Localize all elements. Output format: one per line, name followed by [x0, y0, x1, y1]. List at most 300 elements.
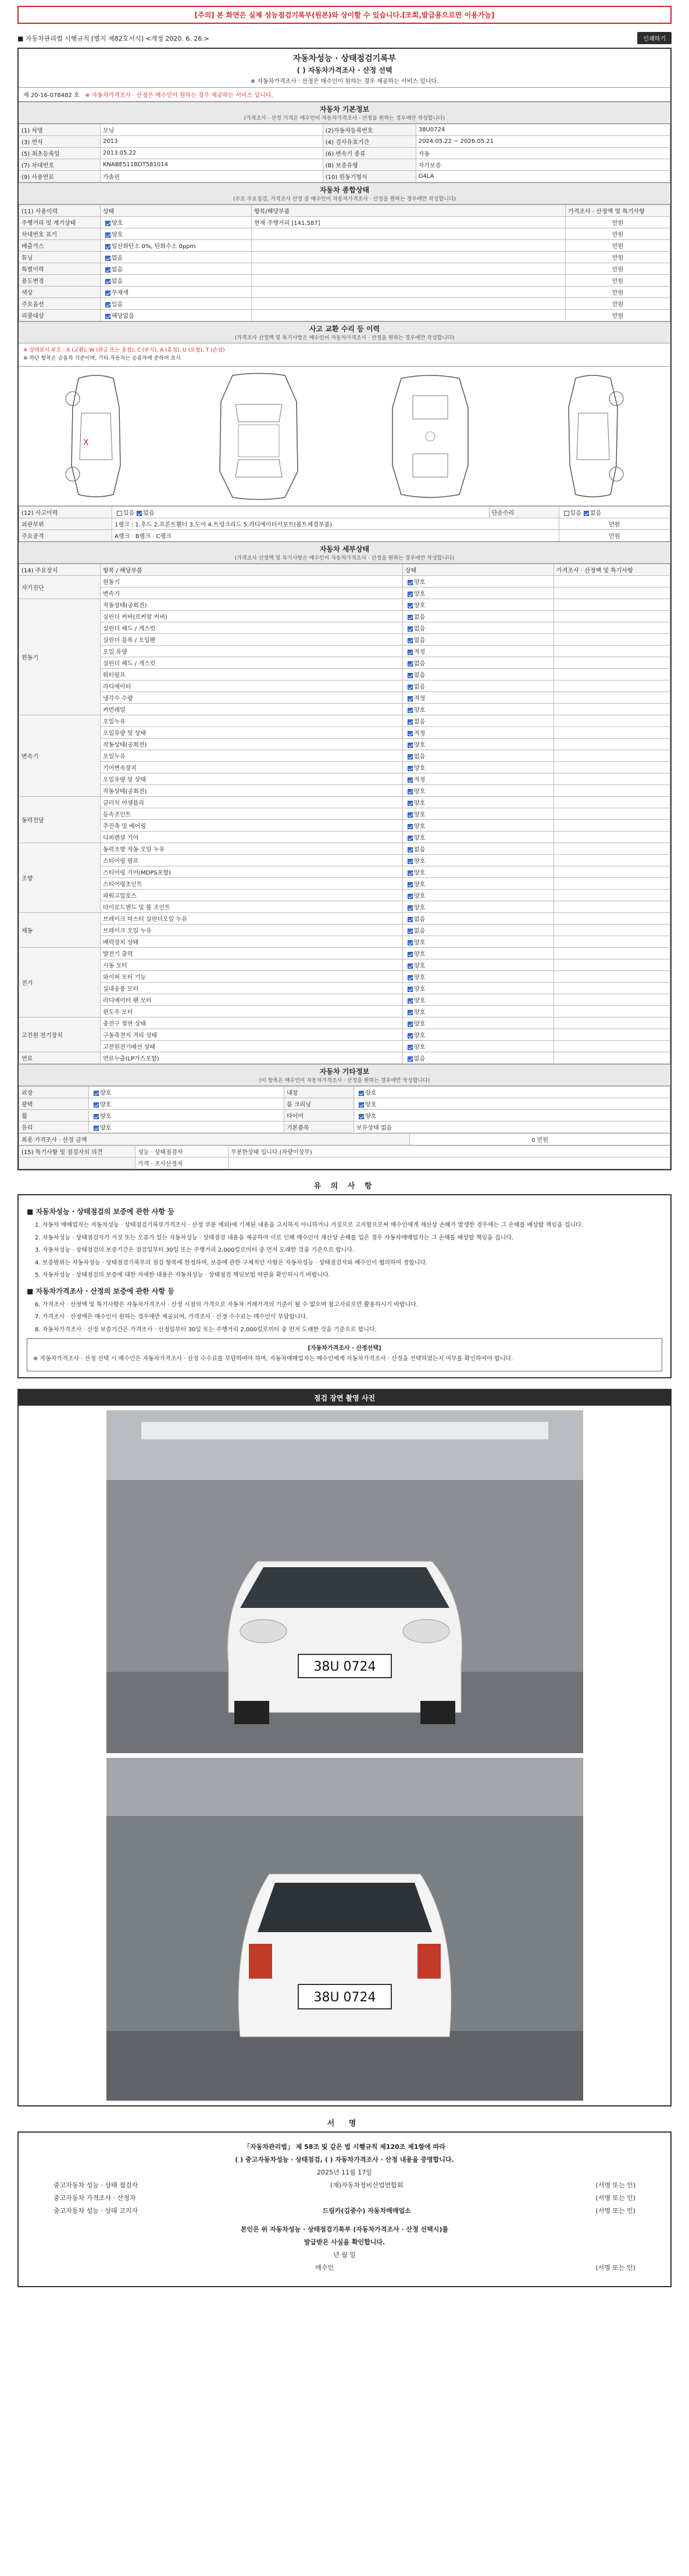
- basic-row: [19, 171, 670, 182]
- detail-item-name: 기어변속장치: [101, 762, 403, 773]
- detail-item-name: 오일유량 및 상태: [101, 727, 403, 739]
- checkbox-checked-icon: [408, 847, 413, 852]
- detail-item-price: [554, 843, 670, 855]
- note-item: 7. 가격조사 · 산정액은 매수인이 원하는 경우에만 제공되며, 가격조사 · 산정 수수료는 매수인이 부담합니다.: [35, 1314, 308, 1320]
- detail-item-name: 구동축전지 격리 상태: [101, 1029, 403, 1041]
- history-row: [19, 252, 670, 263]
- detail-row: [19, 1017, 670, 1029]
- detail-item-name: 실린더 블록 / 오일팬: [101, 634, 403, 646]
- detail-row: [19, 936, 670, 948]
- history-price: 만원: [566, 263, 670, 275]
- checkbox-checked-icon: [408, 673, 413, 678]
- detail-item-state: 양호: [414, 870, 426, 876]
- detail-item-state: 양호: [414, 591, 426, 597]
- detail-item-state-cell: [403, 646, 554, 657]
- extra-head-sub: (이 항목은 매수인이 자동차가격조사 · 산정을 원하는 경우에만 작성합니다): [259, 1078, 430, 1084]
- basic-value: 2024.05.22 ~ 2026.05.21: [416, 136, 670, 148]
- accident-table: [19, 506, 670, 542]
- detail-item-state: 양호: [414, 1033, 426, 1039]
- detail-section-head: [19, 542, 670, 564]
- frame-legend-line2: ※ 하단 항목은 승용차 기준이며, 기타 자동차는 승용차에 준하여 표시: [23, 355, 181, 361]
- detail-item-state-cell: [403, 855, 554, 866]
- frame-section-head: [19, 321, 670, 343]
- detail-row: [19, 715, 670, 727]
- detail-row: [19, 750, 670, 762]
- basic-section-head: [19, 102, 670, 124]
- checkbox-checked-icon: [105, 302, 110, 307]
- detail-item-name: 원동기: [101, 576, 403, 587]
- total-table: [19, 1133, 670, 1145]
- detail-group-name: 조향: [19, 843, 101, 913]
- detail-item-price: [554, 1052, 670, 1064]
- detail-item-state-cell: [403, 1029, 554, 1041]
- detail-item-state-cell: [403, 959, 554, 971]
- checkbox-checked-icon: [105, 221, 110, 226]
- detail-row: [19, 959, 670, 971]
- detail-row: [19, 773, 670, 785]
- detail-item-price: [554, 739, 670, 750]
- dealer-sign: (서명 또는 인): [595, 2207, 636, 2215]
- detail-item-state: 양호: [414, 905, 426, 911]
- detail-item-name: 라디에이터: [101, 680, 403, 692]
- detail-row: [19, 1041, 670, 1052]
- basic-value: 자동: [416, 148, 670, 159]
- accident-label: (12) 사고이력: [19, 507, 112, 518]
- history-state: 없음: [112, 255, 123, 261]
- detail-column-header: (14) 주요장치: [19, 564, 101, 576]
- total-label: 최종 가격조사 · 산정 금액: [19, 1134, 410, 1145]
- car-diagrams: [19, 367, 670, 506]
- detail-item-name: 와이퍼 모터 기능: [101, 971, 403, 983]
- basic-value: 자가보증: [416, 159, 670, 171]
- extra-row: [19, 1098, 670, 1110]
- front-photo: [106, 1410, 583, 1753]
- history-label: 색상: [19, 286, 101, 298]
- detail-group-name: 자기진단: [19, 576, 101, 599]
- detail-item-state: 적정: [414, 649, 426, 655]
- detail-item-state: 적정: [414, 730, 426, 737]
- inspector-table: [19, 1145, 670, 1169]
- history-detail: 현재 주행거리 [141,587]: [252, 217, 566, 228]
- law-reference: ■ 자동차관리법 시행규칙 [별지 제82호서식] <개정 2020. 6. 26.>: [17, 34, 210, 42]
- detail-item-price: [554, 634, 670, 646]
- checkbox-checked-icon: [408, 917, 413, 922]
- inspector-role: 가격 · 조사산정자: [135, 1158, 229, 1169]
- detail-item-state-cell: [403, 890, 554, 901]
- signature-inspector-row: [53, 2179, 636, 2192]
- detail-head: 자동차 세부상태: [319, 545, 370, 553]
- detail-item-price: [554, 855, 670, 866]
- checkbox-checked-icon: [408, 626, 413, 632]
- detail-item-state-cell: [403, 913, 554, 925]
- doc-number: 제 20-16-078482 호: [23, 92, 80, 99]
- doc-subtitle: ( ) 자동차가격조사 · 산정 선택: [297, 66, 392, 74]
- checkbox-checked-icon: [408, 1033, 413, 1038]
- extra-value-cell: [89, 1098, 284, 1110]
- checkbox-checked-icon: [105, 279, 110, 284]
- detail-row: [19, 622, 670, 634]
- checkbox-checked-icon: [408, 801, 413, 806]
- basic-label: (3) 연식: [19, 136, 101, 148]
- detail-item-state: 양호: [414, 812, 426, 818]
- photo-title: 점검 장면 촬영 사진: [19, 1390, 670, 1406]
- notes-sec2-title: ■ 자동차가격조사 · 산정의 보증에 관한 사항 등: [27, 1287, 174, 1295]
- detail-item-price: [554, 576, 670, 587]
- checkbox-checked-icon: [408, 1045, 413, 1050]
- extra-value-cell: [89, 1110, 284, 1122]
- inspector-opinion: [229, 1158, 670, 1169]
- detail-item-state: 없음: [414, 754, 426, 760]
- history-state: 무채색: [112, 290, 128, 296]
- inspector-row: [19, 1158, 670, 1169]
- checkbox-checked-icon: [408, 778, 413, 783]
- basic-head-sub: (가격조사 · 산정 가격은 매수인이 자동차가격조사 · 산정을 원하는 경우에만 작성합니다): [244, 116, 445, 121]
- detail-item-state: 없음: [414, 928, 426, 934]
- price-label: 중고자동차 가격조사 · 산정자: [53, 2194, 136, 2202]
- basic-row: [19, 124, 670, 136]
- checkbox-checked-icon: [408, 719, 413, 725]
- detail-item-state: 양호: [414, 823, 426, 830]
- extra-value: 양호: [100, 1102, 112, 1108]
- detail-item-name: 실린더 헤드 / 개스킷: [101, 622, 403, 634]
- checkbox-checked-icon: [359, 1091, 364, 1096]
- signature-buyer-row: [53, 2262, 636, 2274]
- history-state-cell: [101, 298, 252, 310]
- history-state-cell: [101, 252, 252, 263]
- detail-item-state-cell: [403, 832, 554, 843]
- print-button[interactable]: 인쇄하기: [637, 32, 672, 44]
- detail-item-name: 충전구 절연 상태: [101, 1017, 403, 1029]
- detail-table: [19, 564, 670, 1064]
- basic-row: [19, 159, 670, 171]
- history-section-head: [19, 182, 670, 205]
- history-table: [19, 205, 670, 321]
- basic-row: [19, 148, 670, 159]
- detail-group-name: 전기: [19, 948, 101, 1017]
- detail-item-state: 양호: [414, 858, 426, 865]
- doc-number-row: [19, 88, 670, 102]
- checkbox-checked-icon: [408, 882, 413, 887]
- extra-value-cell: [354, 1110, 670, 1122]
- checkbox-checked-icon: [408, 905, 413, 911]
- detail-item-state: 양호: [414, 998, 426, 1004]
- detail-row: [19, 808, 670, 820]
- detail-row: [19, 704, 670, 715]
- detail-row: [19, 1029, 670, 1041]
- notes-sec2-list: [27, 1300, 662, 1335]
- detail-item-price: [554, 599, 670, 611]
- detail-item-price: [554, 925, 670, 936]
- detail-item-state-cell: [403, 704, 554, 715]
- note-item: 2. 자동차성능 · 상태점검자가 거짓 또는 오류가 있는 자동차성능 · 상태점검 내용을 제공하여 이로 인해 매수인이 재산상 손해를 입은 경우 자동차매매업자는 그 손해를 배상할 책임을 집니다.: [35, 1234, 514, 1241]
- doc-title: 자동차성능 · 상태점검기록부: [292, 54, 397, 63]
- history-price: 만원: [566, 252, 670, 263]
- detail-item-state: 양호: [414, 835, 426, 841]
- detail-item-state: 양호: [414, 789, 426, 795]
- detail-item-state-cell: [403, 727, 554, 739]
- detail-item-price: [554, 901, 670, 913]
- history-state: 양호: [112, 232, 123, 238]
- basic-label: (9) 사용연료: [19, 171, 101, 182]
- history-detail: [252, 228, 566, 240]
- basic-value: 38U0724: [416, 124, 670, 136]
- extra-tools-value: 보유상태 없음: [354, 1122, 670, 1133]
- detail-item-state-cell: [403, 611, 554, 622]
- inspector-role: 성능 · 상태점검자: [135, 1146, 229, 1158]
- inspector-value: (재)자동차정비산업연합회: [330, 2181, 404, 2189]
- extra-section-head: [19, 1064, 670, 1086]
- buyer-sign: (서명 또는 인): [595, 2264, 636, 2272]
- detail-item-price: [554, 1029, 670, 1041]
- detail-item-state: 양호: [414, 974, 426, 981]
- inspector-label: [19, 1158, 135, 1169]
- accident-value: 없음: [143, 510, 155, 517]
- history-price: 만원: [566, 298, 670, 310]
- detail-item-name: 라디에이터 팬 모터: [101, 994, 403, 1006]
- frame-legend-line1: ※ 상태표시 부호 : X (교환), W (판금 또는 용접), C (부식), A (흠집), U (요철), T (손상): [23, 347, 225, 353]
- detail-item-state: 양호: [414, 1009, 426, 1016]
- checkbox-checked-icon: [408, 1010, 413, 1015]
- structure-label: 주요골격: [19, 530, 112, 542]
- detail-row: [19, 878, 670, 890]
- history-label: 특별이력: [19, 263, 101, 275]
- history-state-cell: [101, 205, 252, 217]
- detail-item-name: 작동상태(공회전): [101, 599, 403, 611]
- detail-item-price: [554, 622, 670, 634]
- detail-row: [19, 797, 670, 808]
- checkbox-checked-icon: [94, 1114, 99, 1119]
- basic-value: 2013: [101, 136, 323, 148]
- detail-item-name: 변속기: [101, 587, 403, 599]
- structure-price-unit: 만원: [559, 530, 670, 542]
- detail-row: [19, 739, 670, 750]
- detail-item-price: [554, 646, 670, 657]
- outer-panel-items: 1.후드 2.프론트휀더 3.도어 4.트렁크리드 5.라디에이터서포트(볼트체결부품): [135, 522, 333, 528]
- detail-item-state-cell: [403, 680, 554, 692]
- checkbox-checked-icon: [408, 580, 413, 585]
- notes-sec1-list: [27, 1220, 662, 1281]
- detail-row: [19, 890, 670, 901]
- detail-item-state-cell: [403, 1041, 554, 1052]
- checkbox-checked-icon: [105, 291, 110, 296]
- extra-row: [19, 1110, 670, 1122]
- extra-row: [19, 1122, 670, 1133]
- history-price: 만원: [566, 240, 670, 252]
- history-state-cell: [101, 310, 252, 321]
- frame-head: 사고 교환 수리 등 이력: [309, 325, 380, 333]
- car-side-left-diagram: [55, 372, 137, 500]
- history-detail: [252, 275, 566, 286]
- frame-legend: [19, 343, 670, 367]
- detail-item-name: 브레이크 마스터 실린더오일 누유: [101, 913, 403, 925]
- history-head: 자동차 종합상태: [319, 186, 370, 194]
- extra-table: [19, 1086, 670, 1133]
- detail-row: [19, 820, 670, 832]
- detail-item-state-cell: [403, 866, 554, 878]
- detail-item-state: 양호: [414, 1021, 426, 1027]
- detail-item-state-cell: [403, 657, 554, 669]
- history-row: [19, 240, 670, 252]
- history-label: 차대번호 표기: [19, 228, 101, 240]
- detail-item-state: 없음: [414, 637, 426, 644]
- checkbox-checked-icon: [408, 870, 413, 876]
- checkbox-checked-icon: [408, 754, 413, 759]
- detail-item-state-cell: [403, 843, 554, 855]
- outer-panel-price-unit: 만원: [559, 518, 670, 530]
- car-front-diagram: [381, 372, 480, 500]
- detail-item-name: 실린더 헤드 / 개스킷: [101, 657, 403, 669]
- extra-value-cell: [89, 1122, 284, 1133]
- checkbox-checked-icon: [359, 1114, 364, 1119]
- detail-item-state: 양호: [414, 893, 426, 900]
- detail-item-name: 스티어링 기어(MDPS포함): [101, 866, 403, 878]
- detail-item-state-cell: [403, 669, 554, 680]
- history-state-cell: [101, 263, 252, 275]
- detail-item-name: 고전원전기배선 상태: [101, 1041, 403, 1052]
- checkbox-checked-icon: [408, 615, 413, 620]
- checkbox-checked-icon: [408, 731, 413, 736]
- detail-header-row: [19, 564, 670, 576]
- basic-label: (2)자동차등록번호: [323, 124, 416, 136]
- extra-value: 양호: [100, 1125, 112, 1131]
- history-state-cell: [101, 217, 252, 228]
- detail-item-state-cell: [403, 925, 554, 936]
- checkbox-checked-icon: [408, 824, 413, 829]
- signature-dealer-row: [53, 2205, 636, 2217]
- price-selection-title: [자동차가격조사 · 산정선택]: [308, 1345, 381, 1352]
- notes-head: 유 의 사 항: [313, 1182, 376, 1191]
- checkbox-checked-icon: [408, 963, 413, 969]
- note-item: 1. 자동차 매매업자는 자동차성능 · 상태점검기록부가격조사 · 산정 부분 제외)에 기재된 내용을 고지하지 아니하거나 거짓으로 고지함으로써 매수인에게 재산상 손해가 발생한 경우에는 그 손해를 배상할 책임을 집니다.: [35, 1222, 583, 1228]
- detail-item-state: 없음: [414, 672, 426, 679]
- extra-label: 외장: [19, 1087, 89, 1098]
- checkbox-checked-icon: [408, 975, 413, 980]
- history-row: [19, 263, 670, 275]
- detail-row: [19, 657, 670, 669]
- history-row: [19, 286, 670, 298]
- detail-item-state-cell: [403, 994, 554, 1006]
- signature-head: 서 명: [327, 2119, 362, 2128]
- detail-item-state: 양호: [414, 603, 426, 609]
- basic-value: KNABE511BDT581014: [101, 159, 323, 171]
- detail-item-state-cell: [403, 901, 554, 913]
- front-plate-text: 38U 0724: [313, 1660, 376, 1674]
- detail-item-state-cell: [403, 820, 554, 832]
- detail-item-state-cell: [403, 715, 554, 727]
- detail-row: [19, 669, 670, 680]
- basic-value: 가솔린: [101, 171, 323, 182]
- front-car-photo: [106, 1410, 583, 1753]
- detail-row: [19, 901, 670, 913]
- detail-row: [19, 983, 670, 994]
- doc-note: ※ 자동차가격조사 · 산정은 매수인이 원하는 경우 제공하는 서비스 입니다.: [250, 78, 439, 85]
- history-detail: [252, 298, 566, 310]
- history-state: 상태: [103, 209, 115, 215]
- detail-group-name: 원동기: [19, 599, 101, 715]
- detail-group-name: 제동: [19, 913, 101, 948]
- detail-column-header: 항목 / 해당부품: [101, 564, 403, 576]
- detail-row: [19, 971, 670, 983]
- notes-box: [17, 1194, 672, 1378]
- detail-item-price: [554, 657, 670, 669]
- checkbox-checked-icon: [94, 1126, 99, 1131]
- detail-item-state-cell: [403, 750, 554, 762]
- extra-value-cell: [89, 1087, 284, 1098]
- history-label: 용도변경: [19, 275, 101, 286]
- checkbox-checked-icon: [408, 789, 413, 794]
- history-row: [19, 275, 670, 286]
- history-state-cell: [101, 275, 252, 286]
- detail-item-state-cell: [403, 634, 554, 646]
- signature-footer: 본인은 위 자동차성능 · 상태점검기록부 (자동차가격조사 · 산정 선택시)를: [240, 2226, 449, 2233]
- history-label: (11) 사용이력: [19, 205, 101, 217]
- detail-item-name: 시동 모터: [101, 959, 403, 971]
- detail-item-price: [554, 692, 670, 704]
- history-state: 일산화탄소 0%, 탄화수소 0ppm: [112, 243, 196, 250]
- detail-item-state-cell: [403, 808, 554, 820]
- history-state: 양호: [112, 220, 123, 227]
- detail-item-name: 배력장치 상태: [101, 936, 403, 948]
- history-label: 주행거리 및 계기상태: [19, 217, 101, 228]
- notes-sec1-title: ■ 자동차성능 · 상태점검의 보증에 관한 사항 등: [27, 1208, 174, 1216]
- detail-item-price: [554, 727, 670, 739]
- detail-item-price: [554, 948, 670, 959]
- history-row: [19, 298, 670, 310]
- detail-row: [19, 785, 670, 797]
- detail-item-state-cell: [403, 622, 554, 634]
- price-selection-box: [27, 1338, 662, 1371]
- basic-label: (8) 보증유형: [323, 159, 416, 171]
- history-row: [19, 310, 670, 321]
- detail-item-state: 양호: [414, 951, 426, 958]
- detail-item-state: 양호: [414, 765, 426, 772]
- extra-value-cell: [354, 1087, 670, 1098]
- checkbox-checked-icon: [105, 314, 110, 319]
- detail-row: [19, 925, 670, 936]
- history-price: 만원: [566, 286, 670, 298]
- detail-item-price: [554, 1041, 670, 1052]
- detail-item-name: 클러치 어셈블리: [101, 797, 403, 808]
- detail-item-name: 등속조인트: [101, 808, 403, 820]
- rear-photo: [106, 1758, 583, 2101]
- extra-value: 양호: [100, 1113, 112, 1120]
- signature-law-text: 「자동차관리법」 제 58조 및 같은 법 시행규칙 제120조 제1항에 따라: [244, 2143, 445, 2151]
- detail-item-price: [554, 704, 670, 715]
- buyer-label: 매수인: [315, 2264, 334, 2272]
- structure-cell: A랭크 · B랭크 · C랭크: [112, 530, 559, 542]
- detail-item-price: [554, 913, 670, 925]
- price-selection-text: ※ 자동차가격조사 · 산정 선택 시 매수인은 자동차가격조사 · 산정 수수료를 부담하여야 하며, 자동차매매업자는 매수인에게 자동차가격조사 · 산정을 선택하였는지 여부를 확인하여야 합니다.: [33, 1355, 513, 1362]
- note-item: 5. 자동차성능 · 상태점검의 보증에 대한 자세한 내용은 자동차성능 · 상태점검 책임보험 약관을 확인하시기 바랍니다.: [35, 1272, 330, 1278]
- detail-item-state-cell: [403, 797, 554, 808]
- checkbox-checked-icon: [408, 987, 413, 992]
- detail-item-state: 양호: [414, 579, 426, 586]
- outer-panel-label: 1랭크: [115, 522, 130, 528]
- extra-label: 광택: [19, 1098, 89, 1110]
- extra-label: 유리: [19, 1122, 89, 1133]
- detail-item-state: 없음: [414, 661, 426, 667]
- history-price: 만원: [566, 275, 670, 286]
- detail-item-price: [554, 750, 670, 762]
- detail-item-state-cell: [403, 936, 554, 948]
- detail-row: [19, 1006, 670, 1017]
- detail-item-name: 오일누유: [101, 750, 403, 762]
- note-item: 3. 자동차성능 · 상태점검의 보증기간은 점검일부터 30일 또는 주행거리 2,000킬로미터 중 먼저 도래한 것을 기준으로 합니다.: [35, 1247, 355, 1253]
- history-detail: [252, 263, 566, 275]
- basic-head: 자동차 기본정보: [319, 105, 370, 113]
- checkbox-checked-icon: [94, 1102, 99, 1108]
- detail-item-state: 양호: [414, 707, 426, 714]
